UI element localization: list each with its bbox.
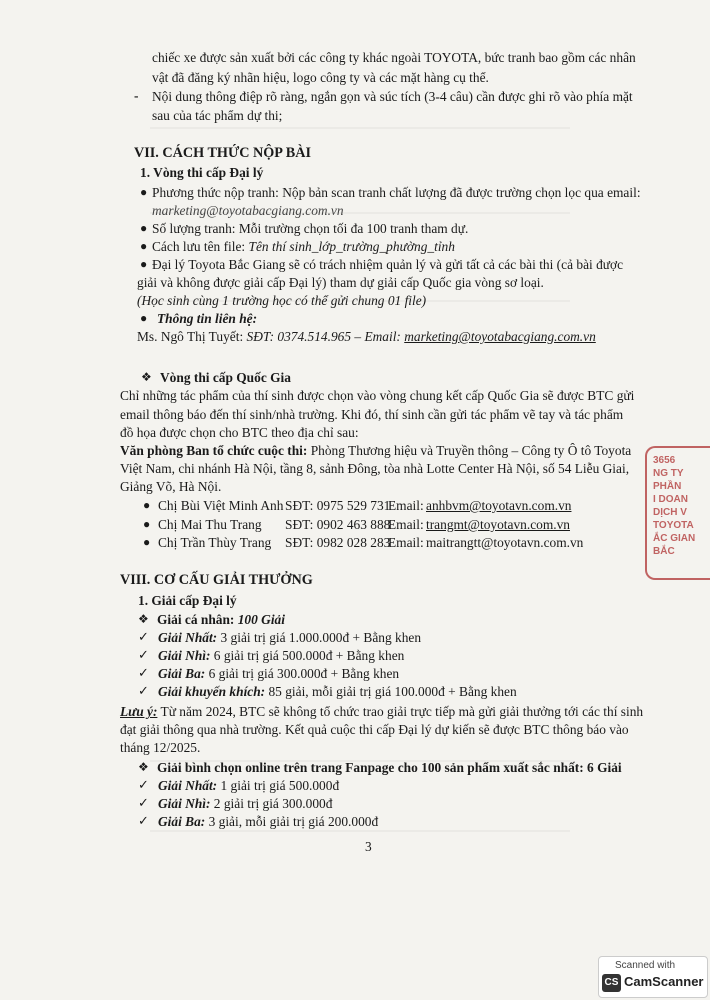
note-line-3: tháng 12/2025. xyxy=(120,740,201,755)
national-p3: đồ họa được chọn cho BTC theo địa chỉ sau: xyxy=(120,425,359,440)
school-note: (Học sinh cùng 1 trường học có thể gửi chung 01 file) xyxy=(137,293,427,308)
intro-line-3: Nội dung thông điệp rõ ràng, ngắn gọn và súc tích (3-4 câu) cần được ghi rõ vào phía mặt xyxy=(152,89,633,104)
page-number: 3 xyxy=(365,839,372,854)
prize-text: 3 giải, mỗi giải trị giá 200.000đ xyxy=(205,814,379,829)
online-prize-line xyxy=(158,795,332,812)
prize-label: Giải Nhì: xyxy=(158,796,211,811)
contact-label: Thông tin liên hệ: xyxy=(157,311,258,326)
prize-label: Giải Nhất: xyxy=(158,630,218,645)
contact-sep: – Email: xyxy=(351,329,405,344)
prize-label: Giải Ba: xyxy=(158,814,206,829)
prize-text: 1 giải trị giá 500.000đ xyxy=(217,778,340,793)
stamp-text: NG TY xyxy=(653,468,684,479)
stamp-text: ẮC GIAN xyxy=(653,533,696,544)
scanned-with-text: Scanned with xyxy=(615,960,676,971)
online-prize-line xyxy=(158,777,339,794)
company-stamp xyxy=(645,446,710,580)
contact-row-phone: SĐT: 0975 529 731 xyxy=(285,498,391,513)
contact-row-name: Chị Mai Thu Trang xyxy=(158,517,262,532)
prize-text: 2 giải trị giá 300.000đ xyxy=(210,796,333,811)
prize-text: 85 giải, mỗi giải trị giá 100.000đ + Bằng khen xyxy=(265,684,517,699)
prize-text: 3 giải trị giá 1.000.000đ + Bằng khen xyxy=(217,630,422,645)
office-line-2: Việt Nam, chi nhánh Hà Nội, tầng 8, sảnh Đông, tòa nhà Lotte Center Hà Nội, số 54 Liễu Giai, xyxy=(120,461,630,476)
camscanner-watermark xyxy=(598,956,708,998)
note-line-1 xyxy=(120,703,643,720)
office-line-3: Giảng Võ, Hà Nội. xyxy=(120,479,222,494)
bullet-icon: ● xyxy=(143,535,151,549)
bleed-through-line xyxy=(150,127,570,129)
prize-label: Giải khuyến khích: xyxy=(158,684,266,699)
prize-label: Giải Nhất: xyxy=(158,778,218,793)
prize-label: Giải Nhì: xyxy=(158,648,211,663)
filename-label: Cách lưu tên file: xyxy=(152,239,249,254)
contact-row-name: Chị Bùi Việt Minh Anh xyxy=(158,498,284,513)
submit-email: marketing@toyotabacgiang.com.vn xyxy=(152,203,344,218)
dash-marker: - xyxy=(134,88,139,103)
checkmark-icon: ✓ xyxy=(138,666,149,681)
prize-line xyxy=(158,683,517,700)
contact-name: Ms. Ngô Thị Tuyết: xyxy=(137,329,247,344)
national-p1: Chỉ những tác phẩm của thí sinh được chọn vào vòng chung kết cấp Quốc Gia sẽ được BTC gửi xyxy=(120,388,635,403)
diamond-icon: ❖ xyxy=(141,370,152,384)
bullet-icon: ● xyxy=(143,517,151,531)
stamp-text: I DOAN xyxy=(653,494,688,505)
contact-row-email: trangmt@toyotavn.com.vn xyxy=(426,517,570,532)
camscanner-logo-icon: CS xyxy=(602,974,621,992)
office-line-1 xyxy=(120,442,631,459)
dealer-line-2: giải và không được giải cấp Đại lý) tham dự giải cấp Quốc gia vòng sơ loại. xyxy=(137,275,544,290)
section-7-sub-1: 1. Vòng thi cấp Đại lý xyxy=(140,165,264,180)
filename-value: Tên thí sinh_lớp_trường_phường_tỉnh xyxy=(248,239,455,254)
note-text-1: Từ năm 2024, BTC sẽ không tổ chức trao giải trực tiếp mà gửi giải thưởng tới các thí sinh xyxy=(157,704,644,719)
contact-row-email: anhbvm@toyotavn.com.vn xyxy=(426,498,572,513)
contact-row-phone: SĐT: 0982 028 283 xyxy=(285,535,391,550)
checkmark-icon: ✓ xyxy=(138,796,149,811)
contact-row-email-label: Email: xyxy=(388,517,424,532)
prize-line xyxy=(158,665,399,682)
checkmark-icon: ✓ xyxy=(138,684,149,699)
quantity-line: Số lượng tranh: Mỗi trường chọn tối đa 100 tranh tham dự. xyxy=(152,221,469,236)
bullet-icon: ● xyxy=(140,221,148,235)
office-text-1: Phòng Thương hiệu và Truyền thông – Công ty Ô tô Toyota xyxy=(307,443,632,458)
checkmark-icon: ✓ xyxy=(138,630,149,645)
bleed-through-line xyxy=(150,830,570,832)
checkmark-icon: ✓ xyxy=(138,648,149,663)
checkmark-icon: ✓ xyxy=(138,778,149,793)
stamp-text: PHẦN xyxy=(653,481,682,492)
bullet-icon: ● xyxy=(143,498,151,512)
section-7-sub-2: Vòng thi cấp Quốc Gia xyxy=(160,370,291,385)
stamp-text: TOYOTA xyxy=(653,520,694,531)
personal-prize-count: 100 Giải xyxy=(237,612,285,627)
intro-line-4: sau của tác phẩm dự thi; xyxy=(152,108,283,123)
note-label: Lưu ý: xyxy=(120,704,158,719)
online-prize-line xyxy=(158,813,378,830)
diamond-icon: ❖ xyxy=(138,760,149,774)
checkmark-icon: ✓ xyxy=(138,814,149,829)
contact-row-email-label: Email: xyxy=(388,535,424,550)
intro-line-2: vật đã đăng ký nhãn hiệu, logo công ty và các mặt hàng cụ thể. xyxy=(152,70,489,85)
bullet-icon: ● xyxy=(140,185,148,199)
section-7-heading: VII. CÁCH THỨC NỘP BÀI xyxy=(134,145,311,161)
prize-text: 6 giải trị giá 500.000đ + Bằng khen xyxy=(210,648,405,663)
contact-row-phone: SĐT: 0902 463 888 xyxy=(285,517,391,532)
stamp-text: DỊCH V xyxy=(653,507,687,518)
personal-prize-label: Giải cá nhân: xyxy=(157,612,238,627)
prize-text: 6 giải trị giá 300.000đ + Bằng khen xyxy=(205,666,400,681)
prize-label: Giải Ba: xyxy=(158,666,206,681)
contact-email: marketing@toyotabacgiang.com.vn xyxy=(404,329,596,344)
section-8-heading: VIII. CƠ CẤU GIẢI THƯỞNG xyxy=(120,572,313,588)
contact-row-email: maitrangtt@toyotavn.com.vn xyxy=(426,535,584,550)
stamp-text: 3656 xyxy=(653,455,676,466)
contact-row-name: Chị Trần Thùy Trang xyxy=(158,535,272,550)
bullet-icon: ● xyxy=(140,257,148,271)
camscanner-brand: CamScanner xyxy=(624,974,704,989)
contact-row-email-label: Email: xyxy=(388,498,424,513)
contact-line xyxy=(137,328,596,345)
intro-line-1: chiếc xe được sản xuất bởi các công ty khác ngoài TOYOTA, bức tranh bao gồm các nhân xyxy=(152,50,636,65)
note-line-2: đạt giải thông qua nhà trường. Kết quả cuộc thi cấp Đại lý dự kiến sẽ được BTC thông báo vào xyxy=(120,722,629,737)
prize-line xyxy=(158,629,421,646)
personal-prize-title xyxy=(157,611,285,628)
national-p2: email thông báo đến thí sinh/nhà trường. Khi đó, thí sinh cần gửi tác phẩm vẽ tay và tác phẩm xyxy=(120,407,624,422)
submit-method-line: Phương thức nộp tranh: Nộp bản scan tranh chất lượng đã được trường chọn lọc qua email: xyxy=(152,185,641,200)
diamond-icon: ❖ xyxy=(138,612,149,626)
filename-line xyxy=(152,238,455,255)
section-8-sub-1: 1. Giải cấp Đại lý xyxy=(138,593,237,608)
bullet-icon: ● xyxy=(140,239,148,253)
stamp-text: BẮC xyxy=(653,546,675,557)
contact-phone: SĐT: 0374.514.965 xyxy=(246,329,352,344)
online-prize-title: Giải bình chọn online trên trang Fanpage cho 100 sản phẩm xuất sắc nhất: 6 Giải xyxy=(157,760,622,775)
prize-line xyxy=(158,647,404,664)
bullet-icon: ● xyxy=(140,311,148,325)
dealer-line-1: Đại lý Toyota Bắc Giang sẽ có trách nhiệm quản lý và gửi tất cả các bài thi (cả bài được xyxy=(152,257,624,272)
office-label: Văn phòng Ban tổ chức cuộc thi: xyxy=(120,443,308,458)
